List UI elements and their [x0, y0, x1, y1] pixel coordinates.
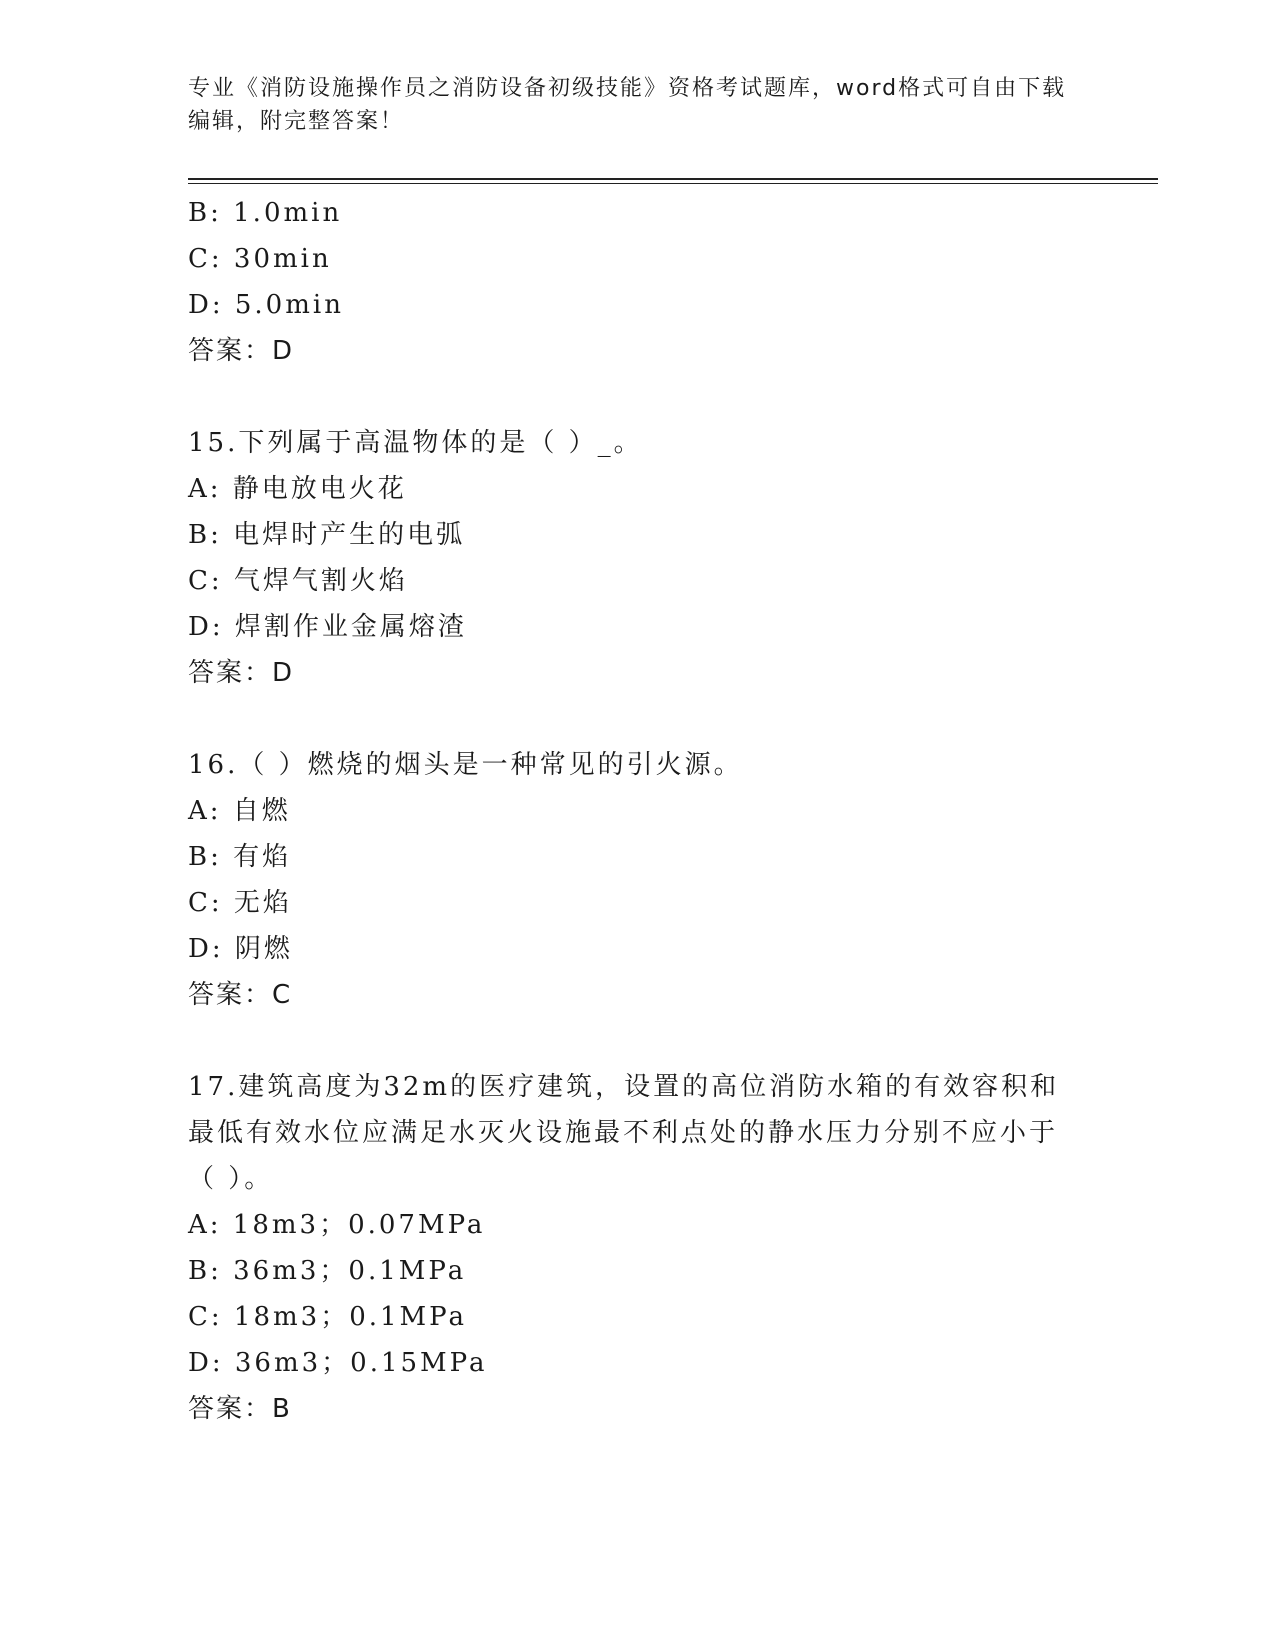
- option-b: B: 1.0min: [188, 198, 343, 228]
- option-c: C: 30min: [188, 244, 332, 274]
- option-c: C: 无焰: [188, 888, 292, 918]
- question-stem: 17.建筑高度为32m的医疗建筑，设置的高位消防水箱的有效容积和最低有效水位应满足水灭火设施最不利点处的静水压力分别不应小于（ ）。: [188, 1072, 1060, 1194]
- question-17: [188, 1064, 1088, 1432]
- question-15: [188, 420, 1088, 696]
- answer-line: 答案：D: [188, 658, 295, 688]
- option-d: D: 阴燃: [188, 934, 293, 964]
- option-d: D: 焊割作业金属熔渣: [188, 612, 467, 642]
- option-c: C: 18m3；0.1MPa: [188, 1302, 467, 1332]
- option-b: B: 电焊时产生的电弧: [188, 520, 466, 550]
- answer-line: 答案：C: [188, 980, 293, 1010]
- document-header: 专业《消防设施操作员之消防设备初级技能》资格考试题库，word格式可自由下载编辑，附完整答案！: [188, 76, 1067, 134]
- option-b: B: 有焰: [188, 842, 292, 872]
- header-divider: [188, 178, 1158, 180]
- option-b: B: 36m3；0.1MPa: [188, 1256, 467, 1286]
- option-a: A: 静电放电火花: [188, 474, 407, 504]
- option-a: A: 18m3；0.07MPa: [188, 1210, 486, 1240]
- answer-line: 答案：D: [188, 336, 295, 366]
- question-list: [188, 190, 1088, 1432]
- header-divider-thin: [188, 183, 1158, 184]
- option-a: A: 自燃: [188, 796, 291, 826]
- option-d: D: 5.0min: [188, 290, 344, 320]
- question-14-tail: [188, 190, 1088, 374]
- question-stem: 15.下列属于高温物体的是（ ）_。: [188, 428, 643, 458]
- question-16: [188, 742, 1088, 1018]
- option-d: D: 36m3；0.15MPa: [188, 1348, 488, 1378]
- answer-line: 答案：B: [188, 1394, 292, 1424]
- option-c: C: 气焊气割火焰: [188, 566, 408, 596]
- question-stem: 16.（ ）燃烧的烟头是一种常见的引火源。: [188, 750, 743, 780]
